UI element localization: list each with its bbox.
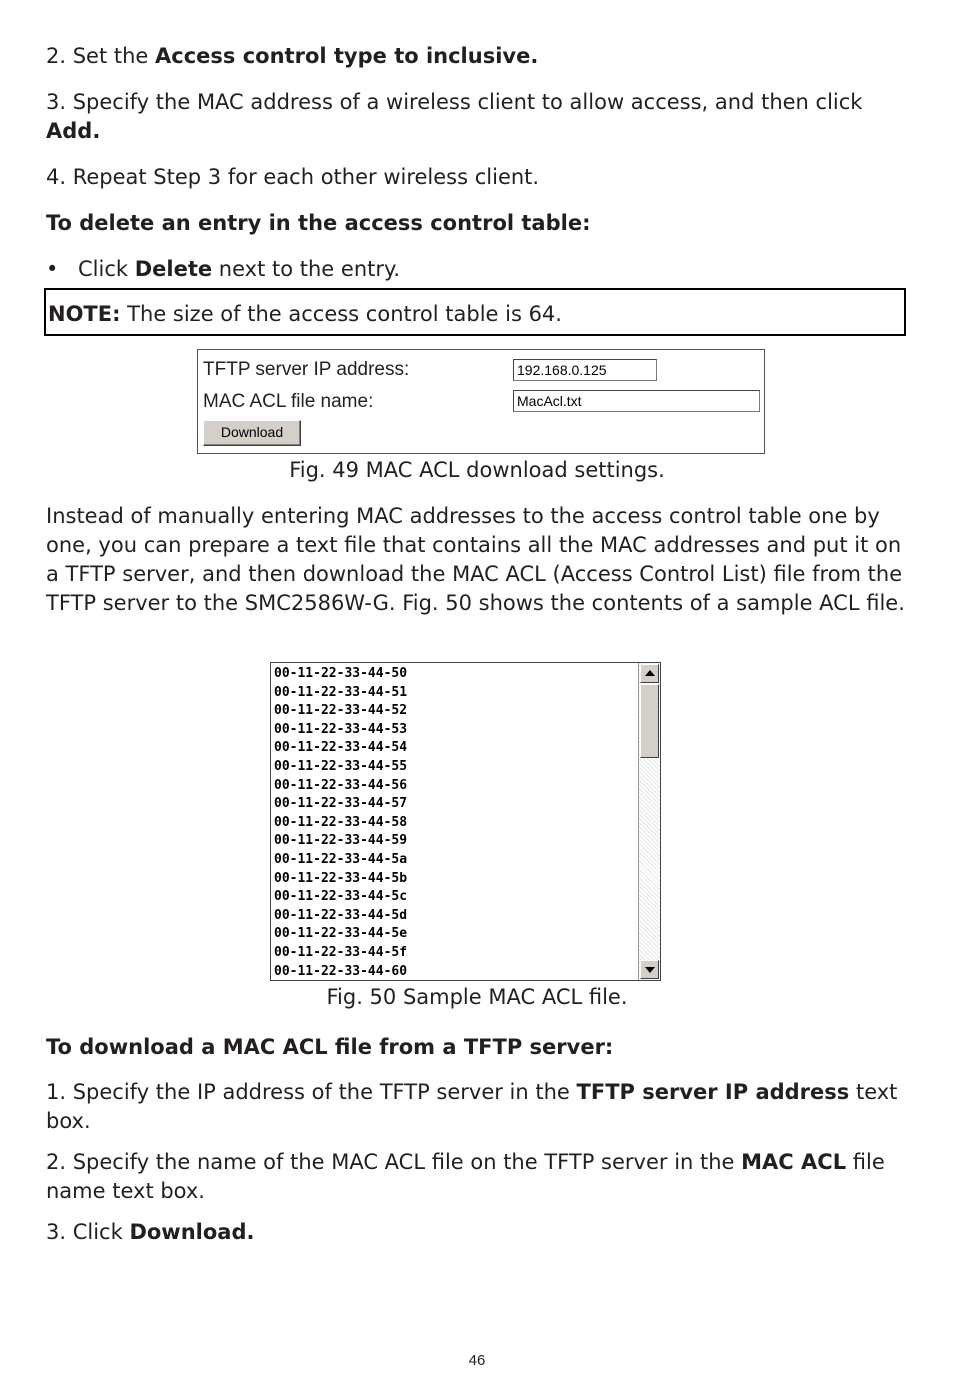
sample-acl-file-list[interactable] — [270, 662, 661, 981]
scrollbar[interactable] — [638, 663, 660, 980]
step-2: 2. Set the Access control type to inclusive. — [46, 44, 539, 68]
mac-acl-download-form — [197, 349, 765, 454]
acl-line: 00-11-22-33-44-5d — [274, 907, 408, 923]
download-button[interactable]: Download — [203, 420, 301, 446]
fig-49-caption: Fig. 49 MAC ACL download settings. — [289, 458, 665, 482]
acl-line: 00-11-22-33-44-51 — [274, 684, 408, 700]
tftp-server-ip-label: TFTP server IP address: — [203, 359, 410, 380]
acl-line: 00-11-22-33-44-5e — [274, 926, 408, 942]
note-box — [44, 288, 906, 336]
step-4: 4. Repeat Step 3 for each other wireless client. — [46, 165, 540, 189]
acl-line: 00-11-22-33-44-5c — [274, 889, 408, 905]
acl-line: 00-11-22-33-44-5b — [274, 870, 408, 886]
download-step-3: 3. Click Download. — [46, 1220, 255, 1244]
acl-line: 00-11-22-33-44-58 — [274, 814, 408, 830]
scroll-down-button[interactable] — [640, 960, 659, 979]
acl-line: 00-11-22-33-44-52 — [274, 703, 408, 719]
arrow-up-icon — [645, 670, 655, 676]
page-number: 46 — [468, 1352, 486, 1369]
intro-paragraph: Instead of manually entering MAC addresses to the access control table one by one, you can prepare a text file that contains all the MAC addresses and put it on a TFTP server, and then download the MAC ACL (Access Control List) file from the TFTP server to the SMC2586W-G. Fig. 50 shows the contents of a sample ACL file. — [46, 504, 905, 615]
acl-line: 00-11-22-33-44-54 — [274, 740, 408, 756]
acl-line: 00-11-22-33-44-50 — [274, 666, 408, 681]
arrow-down-icon — [645, 967, 655, 973]
download-step-2: 2. Specify the name of the MAC ACL file on the TFTP server in the MAC ACL file name text box. — [46, 1150, 885, 1203]
mac-acl-file-name-input[interactable]: MacAcl.txt — [513, 390, 760, 412]
acl-line: 00-11-22-33-44-60 — [274, 963, 408, 979]
acl-line: 00-11-22-33-44-59 — [274, 833, 408, 849]
tftp-server-ip-input[interactable]: 192.168.0.125 — [513, 359, 657, 381]
acl-line: 00-11-22-33-44-55 — [274, 758, 408, 774]
bullet-icon: • — [46, 257, 59, 281]
fig-50-caption: Fig. 50 Sample MAC ACL file. — [326, 985, 628, 1009]
acl-line: 00-11-22-33-44-56 — [274, 777, 408, 793]
scroll-up-button[interactable] — [640, 664, 659, 683]
note-text: NOTE: The size of the access control table is 64. — [48, 302, 562, 326]
delete-heading: To delete an entry in the access control table: — [46, 211, 591, 235]
acl-line: 00-11-22-33-44-57 — [274, 796, 408, 812]
acl-line: 00-11-22-33-44-5f — [274, 944, 408, 960]
step-3: 3. Specify the MAC address of a wireless client to allow access, and then click Add. — [46, 90, 863, 143]
acl-line: 00-11-22-33-44-5a — [274, 851, 408, 867]
acl-line: 00-11-22-33-44-53 — [274, 721, 408, 737]
scrollbar-thumb[interactable] — [640, 684, 659, 758]
download-heading: To download a MAC ACL file from a TFTP server: — [46, 1035, 614, 1059]
delete-bullet: • Click Delete next to the entry. — [46, 255, 400, 284]
acl-lines — [274, 665, 407, 981]
mac-acl-file-name-label: MAC ACL file name: — [203, 391, 374, 412]
download-step-1: 1. Specify the IP address of the TFTP server in the TFTP server IP address text box. — [46, 1080, 898, 1133]
